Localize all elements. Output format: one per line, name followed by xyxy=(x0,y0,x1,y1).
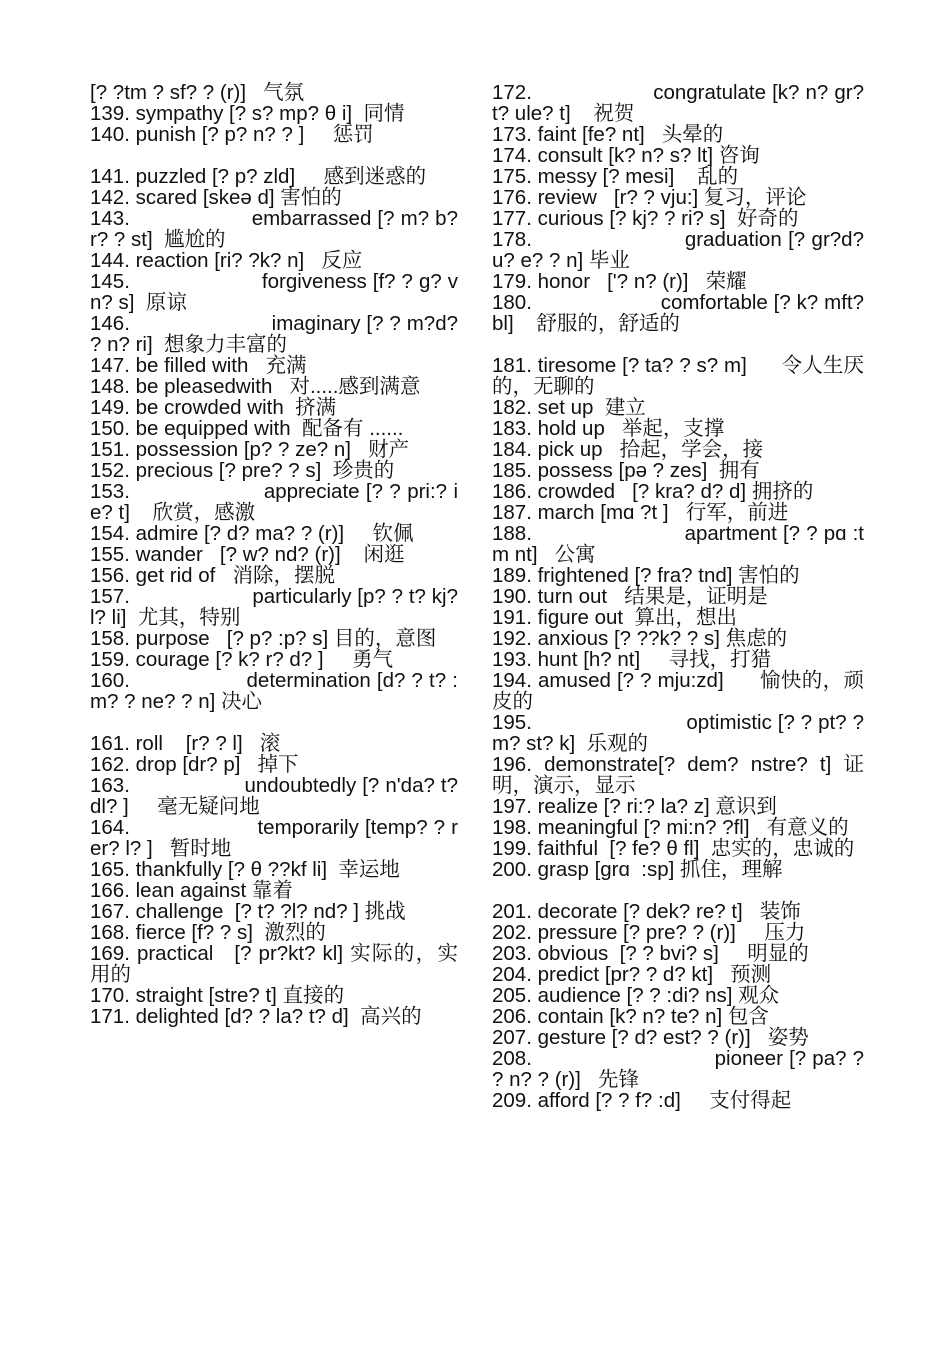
vocab-entry: 180. comfortable [? k? mft? bl] 舒服的，舒适的 xyxy=(492,291,870,335)
vocab-entry: 188. apartment [? ? pɑ :tm nt] 公寓 xyxy=(492,522,864,566)
vocab-entry: 145. forgiveness [f? ? g? vn? s] 原谅 xyxy=(90,270,458,314)
vocab-entry: 209. afford [? ? f? :d] 支付得起 xyxy=(492,1089,792,1112)
vocab-entry: 181. tiresome [? ta? ? s? m] 令人生厌的，无聊的 xyxy=(492,354,864,398)
vocab-entry: 148. be pleasedwith 对.....感到满意 xyxy=(90,375,421,398)
vocab-entry: 179. honor ['? n? (r)] 荣耀 xyxy=(492,270,747,293)
vocab-entry: 193. hunt [h? nt] 寻找，打猎 xyxy=(492,648,772,671)
vocab-entry: 182. set up 建立 xyxy=(492,396,646,419)
vocab-entry: 165. thankfully [? θ ??kf li] 幸运地 xyxy=(90,858,400,881)
vocab-entry: 186. crowded [? kra? d? d] 拥挤的 xyxy=(492,480,814,503)
section-gap xyxy=(90,145,458,166)
vocab-entry: 202. pressure [? pre? ? (r)] 压力 xyxy=(492,921,806,944)
vocab-entry: 143. embarrassed [? m? b?r? ? st] 尴尬的 xyxy=(90,207,458,251)
vocab-entry: 152. precious [? pre? ? s] 珍贵的 xyxy=(90,459,395,482)
vocab-entry: 164. temporarily [temp? ? rer? l? ] 暂时地 xyxy=(90,816,458,860)
vocab-entry: 167. challenge [? t? ?l? nd? ] 挑战 xyxy=(90,900,406,923)
vocab-entry: 151. possession [p? ? ze? n] 财产 xyxy=(90,438,410,461)
vocab-entry: 159. courage [? k? r? d? ] 勇气 xyxy=(90,648,394,671)
vocab-entry: 190. turn out 结果是，证明是 xyxy=(492,585,768,608)
vocab-entry: 147. be filled with 充满 xyxy=(90,354,307,377)
vocab-entry: 206. contain [k? n? te? n] 包含 xyxy=(492,1005,769,1028)
vocab-entry: 207. gesture [? d? est? ? (r)] 姿势 xyxy=(492,1026,809,1049)
vocab-entry: 177. curious [? kj? ? ri? s] 好奇的 xyxy=(492,207,799,230)
vocab-entry: 150. be equipped with 配备有 ...... xyxy=(90,417,404,440)
vocab-entry: 169. practical [? pr?kt? kl] 实际的，实用的 xyxy=(90,942,458,986)
vocab-entry: 189. frightened [? fra? tnd] 害怕的 xyxy=(492,564,800,587)
section-gap xyxy=(90,712,458,733)
vocab-entry: 153. appreciate [? ? pri:? ie? t] 欣赏，感激 xyxy=(90,480,458,524)
vocab-entry: 171. delighted [d? ? la? t? d] 高兴的 xyxy=(90,1005,422,1028)
vocab-entry: 205. audience [? ? :di? ns] 观众 xyxy=(492,984,780,1007)
vocab-entry: 146. imaginary [? ? m?d? ? n? ri] 想象力丰富的 xyxy=(90,312,464,356)
vocab-entry: 172. congratulate [k? n? gr?t? ule? t] 祝贺 xyxy=(492,81,864,125)
vocab-entry: [? ?tm ? sf? ? (r)] 气氛 xyxy=(90,81,305,104)
vocab-entry: 200. grasp [grɑ :sp] 抓住，理解 xyxy=(492,858,783,881)
vocab-entry: 192. anxious [? ??k? ? s] 焦虑的 xyxy=(492,627,788,650)
vocab-entry: 204. predict [pr? ? d? kt] 预测 xyxy=(492,963,772,986)
vocab-entry: 199. faithful [? fe? θ fl] 忠实的，忠诚的 xyxy=(492,837,855,860)
vocab-entry: 208. pioneer [? pa? ? ? n? ? (r)] 先锋 xyxy=(492,1047,870,1091)
vocab-entry: 142. scared [skeə d] 害怕的 xyxy=(90,186,342,209)
vocab-entry: 162. drop [dr? p] 掉下 xyxy=(90,753,299,776)
vocab-entry: 155. wander [? w? nd? (r)] 闲逛 xyxy=(90,543,405,566)
section-gap xyxy=(492,880,864,901)
vocab-entry: 144. reaction [ri? ?k? n] 反应 xyxy=(90,249,363,272)
vocab-entry: 161. roll [r? ? l] 滚 xyxy=(90,732,281,755)
vocab-entry: 157. particularly [p? ? t? kj? l? li] 尤其，特别 xyxy=(90,585,464,629)
vocab-entry: 185. possess [pə ? zes] 拥有 xyxy=(492,459,760,482)
vocab-entry: 174. consult [k? n? s? lt] 咨询 xyxy=(492,144,760,167)
vocab-entry: 191. figure out 算出，想出 xyxy=(492,606,737,629)
vocab-entry: 184. pick up 拾起，学会，接 xyxy=(492,438,764,461)
vocab-entry: 158. purpose [? p? :p? s] 目的，意图 xyxy=(90,627,437,650)
vocab-entry: 195. optimistic [? ? pt? ? m? st? k] 乐观的 xyxy=(492,711,870,755)
vocab-entry: 149. be crowded with 挤满 xyxy=(90,396,337,419)
vocab-entry: 170. straight [stre? t] 直接的 xyxy=(90,984,345,1007)
section-gap xyxy=(492,334,864,355)
vocab-entry: 187. march [mɑ ?t ] 行军，前进 xyxy=(492,501,789,524)
vocab-entry: 139. sympathy [? s? mp? θ i] 同情 xyxy=(90,102,405,125)
vocab-entry: 198. meaningful [? mi:n? ?fl] 有意义的 xyxy=(492,816,849,839)
vocab-entry: 197. realize [? ri:? la? z] 意识到 xyxy=(492,795,777,818)
vocab-entry: 173. faint [fe? nt] 头晕的 xyxy=(492,123,724,146)
right-column xyxy=(492,81,870,1112)
vocab-entry: 140. punish [? p? n? ? ] 惩罚 xyxy=(90,123,374,146)
vocab-entry: 178. graduation [? gr?d? u? e? ? n] 毕业 xyxy=(492,228,870,272)
vocab-entry: 194. amused [? ? mju:zd] 愉快的，顽皮的 xyxy=(492,669,864,713)
vocab-entry: 175. messy [? mesi] 乱的 xyxy=(492,165,739,188)
left-column xyxy=(90,81,464,1028)
vocab-entry: 196. demonstrate[? dem? nstre? t] 证明，演示，显示 xyxy=(492,753,864,797)
vocab-entry: 176. review [r? ? vju:] 复习，评论 xyxy=(492,186,807,209)
vocab-entry: 166. lean against 靠着 xyxy=(90,879,293,902)
vocab-entry: 141. puzzled [? p? zld] 感到迷惑的 xyxy=(90,165,427,188)
vocab-entry: 163. undoubtedly [? n'da? t? dl? ] 毫无疑问地 xyxy=(90,774,464,818)
vocab-entry: 160. determination [d? ? t? :m? ? ne? ? n] 决心 xyxy=(90,669,458,713)
vocab-entry: 154. admire [? d? ma? ? (r)] 钦佩 xyxy=(90,522,414,545)
vocab-entry: 156. get rid of 消除，摆脱 xyxy=(90,564,335,587)
vocab-entry: 183. hold up 举起，支撑 xyxy=(492,417,725,440)
vocab-entry: 201. decorate [? dek? re? t] 装饰 xyxy=(492,900,801,923)
vocab-entry: 168. fierce [f? ? s] 激烈的 xyxy=(90,921,326,944)
vocab-entry: 203. obvious [? ? bvi? s] 明显的 xyxy=(492,942,809,965)
